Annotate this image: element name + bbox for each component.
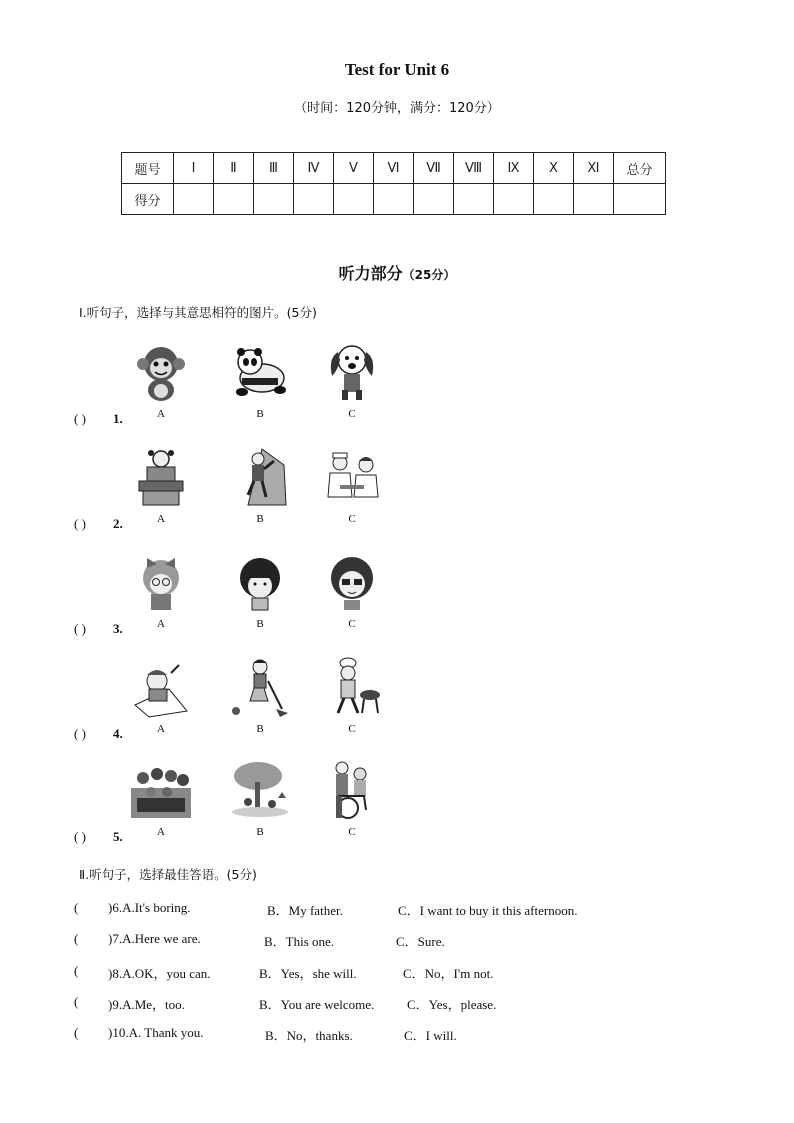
question-row <box>108 931 201 947</box>
option-label: B <box>256 826 264 838</box>
option-c[interactable]: C．No，I'm not. <box>403 966 494 981</box>
woman-glasses-icon[interactable] <box>320 550 384 614</box>
question-number: )8. <box>108 966 123 981</box>
question-number: 3. <box>113 621 123 636</box>
answer-bracket[interactable]: ( ) <box>74 516 86 531</box>
part2-heading: Ⅱ.听句子，选择最佳答语。(5分) <box>79 867 257 882</box>
boy-climbing-icon[interactable] <box>228 445 292 509</box>
answer-bracket[interactable]: ( <box>74 994 79 1009</box>
question-number: )7. <box>108 931 123 946</box>
page-title: Test for Unit 6 <box>344 60 450 79</box>
answer-bracket[interactable]: ( <box>74 900 79 915</box>
score-table-score-row <box>122 184 666 215</box>
score-cell[interactable] <box>254 184 294 215</box>
score-table-header-row <box>122 153 666 184</box>
option-label: A <box>157 723 165 735</box>
score-cell[interactable] <box>454 184 494 215</box>
option-a[interactable]: A.Me，too. <box>122 997 185 1012</box>
answer-bracket[interactable]: ( ) <box>74 621 86 636</box>
option-c[interactable]: C．Yes，please. <box>407 997 497 1012</box>
option-label: A <box>157 408 165 420</box>
listening-title: 听力部分 <box>338 264 403 283</box>
family-icon[interactable] <box>129 758 193 822</box>
option-c[interactable]: C．Sure. <box>396 934 445 949</box>
score-row-label: 得分 <box>122 184 174 215</box>
question-number: )10. <box>108 1025 129 1040</box>
score-header-cell: Ⅲ <box>254 153 294 184</box>
answer-bracket[interactable]: ( <box>74 1025 79 1040</box>
option-label: B <box>256 513 264 525</box>
score-cell[interactable] <box>214 184 254 215</box>
option-b[interactable]: B．No，thanks. <box>265 1028 353 1043</box>
question-number: )9. <box>108 997 123 1012</box>
answer-bracket[interactable]: ( ) <box>74 411 86 426</box>
part1-heading: Ⅰ.听句子，选择与其意思相符的图片。(5分) <box>79 305 317 320</box>
score-cell[interactable] <box>334 184 374 215</box>
girl-sweeping-icon[interactable] <box>228 655 292 719</box>
option-a[interactable]: A. Thank you. <box>128 1025 204 1040</box>
option-label: C <box>348 723 356 735</box>
question-number: )6. <box>108 900 123 915</box>
option-a[interactable]: A.OK，you can. <box>122 966 211 981</box>
girl-reading-icon[interactable] <box>129 445 193 509</box>
girl-glasses-bow-icon[interactable] <box>129 550 193 614</box>
answer-bracket[interactable]: ( ) <box>74 726 86 741</box>
score-cell[interactable] <box>614 184 666 215</box>
question-row <box>108 900 191 916</box>
option-label: B <box>256 618 264 630</box>
option-label: A <box>157 513 165 525</box>
option-label: A <box>157 826 165 838</box>
option-label: C <box>348 408 356 420</box>
question-number: 2. <box>113 516 123 531</box>
score-cell[interactable] <box>574 184 614 215</box>
option-label: A <box>157 618 165 630</box>
question-number: 4. <box>113 726 123 741</box>
score-header-cell: Ⅸ <box>494 153 534 184</box>
score-header-cell: Ⅵ <box>374 153 414 184</box>
score-header-cell: 总分 <box>614 153 666 184</box>
picnic-tree-icon[interactable] <box>228 758 292 822</box>
option-label: C <box>348 826 356 838</box>
score-header-cell: Ⅴ <box>334 153 374 184</box>
page-subtitle: （时间：120分钟，满分：120分） <box>294 101 500 116</box>
score-cell[interactable] <box>494 184 534 215</box>
listening-score: （25分） <box>402 268 456 282</box>
question-row <box>108 1025 203 1041</box>
girl-drawing-icon[interactable] <box>129 655 193 719</box>
option-b[interactable]: B．This one. <box>264 934 335 949</box>
score-header-cell: Ⅰ <box>174 153 214 184</box>
option-label: B <box>256 408 264 420</box>
option-b[interactable]: B．Yes，she will. <box>259 966 357 981</box>
dog-icon[interactable] <box>320 340 384 404</box>
option-a[interactable]: A.It's boring. <box>122 900 191 915</box>
chef-barbecue-icon[interactable] <box>320 655 384 719</box>
option-c[interactable]: C．I will. <box>404 1028 457 1043</box>
option-b[interactable]: B．You are welcome. <box>259 997 375 1012</box>
score-table <box>121 152 666 215</box>
answer-bracket[interactable]: ( ) <box>74 829 86 844</box>
option-b[interactable]: B．My father. <box>267 903 343 918</box>
score-cell[interactable] <box>294 184 334 215</box>
option-label: C <box>348 618 356 630</box>
question-row <box>108 963 211 982</box>
score-header-cell: Ⅶ <box>414 153 454 184</box>
listening-section-title <box>0 261 794 284</box>
score-cell[interactable] <box>174 184 214 215</box>
answer-bracket[interactable]: ( <box>74 931 79 946</box>
answer-bracket[interactable]: ( <box>74 963 79 978</box>
option-c[interactable]: C．I want to buy it this afternoon. <box>398 903 578 918</box>
score-header-cell: Ⅹ <box>534 153 574 184</box>
option-label: B <box>256 723 264 735</box>
girl-bangs-icon[interactable] <box>228 550 292 614</box>
panda-icon[interactable] <box>228 340 292 404</box>
score-header-cell: Ⅺ <box>574 153 614 184</box>
doctor-patient-icon[interactable] <box>320 445 384 509</box>
elderly-wheelchair-icon[interactable] <box>320 758 384 822</box>
score-header-cell: Ⅷ <box>454 153 494 184</box>
score-header-cell: 题号 <box>122 153 174 184</box>
score-header-cell: Ⅱ <box>214 153 254 184</box>
score-cell[interactable] <box>534 184 574 215</box>
question-number: 5. <box>113 829 123 844</box>
score-cell[interactable] <box>414 184 454 215</box>
option-a[interactable]: A.Here we are. <box>122 931 201 946</box>
monkey-icon[interactable] <box>129 340 193 404</box>
score-cell[interactable] <box>374 184 414 215</box>
score-header-cell: Ⅳ <box>294 153 334 184</box>
question-number: 1. <box>113 411 123 426</box>
option-label: C <box>348 513 356 525</box>
question-row <box>108 994 185 1013</box>
